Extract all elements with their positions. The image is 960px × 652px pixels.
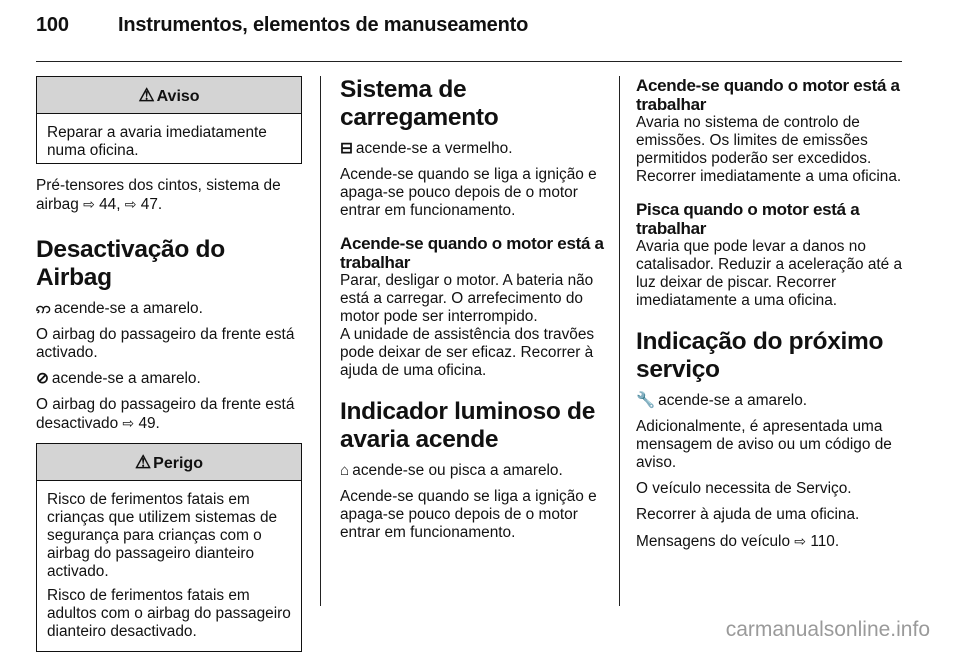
- engine-icon: ⌂: [340, 462, 350, 479]
- section-heading-charging: Sistema de carregamento: [340, 76, 499, 131]
- airbag-on-icon: ဢ: [36, 300, 52, 317]
- subheading-engine-blinking: Pisca quando o motor está a trabalhar: [636, 200, 860, 238]
- airbag-on-line: ဢ acende-se a amarelo.: [36, 300, 203, 317]
- section-heading-service: Indicação do próximo serviço: [636, 328, 884, 383]
- service-message-text: Adicionalmente, é apresentada uma mensagem de aviso ou um código de aviso.: [636, 418, 892, 471]
- danger-box: [36, 443, 302, 652]
- notice-box: [36, 76, 302, 164]
- battery-line: ⊟ acende-se a vermelho.: [340, 140, 513, 157]
- crossref-arrow-icon: ⇨: [124, 196, 137, 212]
- airbag-active-text: O airbag do passageiro da frente está activado.: [36, 326, 295, 361]
- service-line: 🔧 acende-se a amarelo.: [636, 392, 808, 409]
- column-2: [340, 76, 604, 550]
- malfunction-text: Acende-se quando se liga a ignição e apaga-se pouco depois de o motor entrar em funcionamento.: [340, 488, 597, 541]
- danger-box-heading: ⚠ Perigo: [37, 444, 301, 481]
- crossref-arrow-icon: ⇨: [83, 196, 95, 212]
- warning-triangle-icon: ⚠: [138, 85, 155, 105]
- column-divider-1: [320, 76, 321, 606]
- column-divider-2: [619, 76, 620, 606]
- battery-icon: ⊟: [340, 140, 353, 157]
- airbag-off-line: ⊘ acende-se a amarelo.: [36, 370, 201, 387]
- airbag-deactivated-text: O airbag do passageiro da frente está desactivado ⇨ 49.: [36, 396, 295, 432]
- charging-stop-text: Parar, desligar o motor. A bateria não está a carregar. O arrefecimento do motor pode ser interrompido.: [340, 272, 594, 325]
- charging-text: Acende-se quando se liga a ignição e apaga-se pouco depois de o motor entrar em funcionamento.: [340, 166, 597, 219]
- service-workshop-text: Recorrer à ajuda de uma oficina.: [636, 506, 860, 523]
- service-required-text: O veículo necessita de Serviço.: [636, 480, 852, 497]
- brake-assist-text: A unidade de assistência dos travões pode deixar de ser eficaz. Recorrer à ajuda de uma oficina.: [340, 326, 595, 379]
- page-number: 100: [36, 14, 69, 36]
- danger-box-text-2: Risco de ferimentos fatais em adultos com o airbag do passageiro dianteiro desactivado.: [47, 587, 291, 640]
- notice-box-text: Reparar a avaria imediatamente numa oficina.: [47, 124, 267, 159]
- subheading-engine-running: Acende-se quando o motor está a trabalhar: [636, 76, 900, 114]
- subheading-engine-running: Acende-se quando o motor está a trabalhar: [340, 234, 604, 272]
- section-heading-malfunction: Indicador luminoso de avaria acende: [340, 398, 596, 453]
- crossref-arrow-icon: ⇨: [794, 533, 807, 549]
- emissions-text: Avaria no sistema de controlo de emissões. Os limites de emissões permitidos poderão ser excedidos. Recorrer imediatamente a uma oficina.: [636, 114, 902, 185]
- danger-box-text-1: Risco de ferimentos fatais em crianças que utilizem sistemas de segurança para crianças com o airbag do passageiro dianteiro activado.: [47, 491, 278, 580]
- engine-line: ⌂ acende-se ou pisca a amarelo.: [340, 462, 563, 479]
- section-heading-airbag: Desactivação do Airbag: [36, 236, 225, 291]
- catalyst-text: Avaria que pode levar a danos no catalisador. Reduzir a aceleração até a luz deixar de piscar. Recorrer imediatamente a uma oficina.: [636, 238, 903, 309]
- crossref-arrow-icon: ⇨: [122, 415, 135, 431]
- airbag-off-icon: ⊘: [36, 370, 49, 387]
- watermark: carmanualsonline.info: [725, 618, 930, 641]
- page-title: Instrumentos, elementos de manuseamento: [118, 14, 529, 36]
- pretensioners-text: Pré-tensores dos cintos, sistema de airbag ⇨ 44, ⇨ 47.: [36, 177, 281, 213]
- column-3: [636, 76, 904, 559]
- notice-box-heading: ⚠ Aviso: [37, 77, 301, 114]
- column-1: [36, 76, 302, 652]
- page-header: [36, 14, 528, 37]
- service-wrench-icon: 🔧: [636, 392, 656, 409]
- vehicle-messages-text: Mensagens do veículo ⇨ 110.: [636, 533, 840, 550]
- header-rule: [36, 61, 902, 62]
- warning-triangle-icon: ⚠: [135, 452, 152, 472]
